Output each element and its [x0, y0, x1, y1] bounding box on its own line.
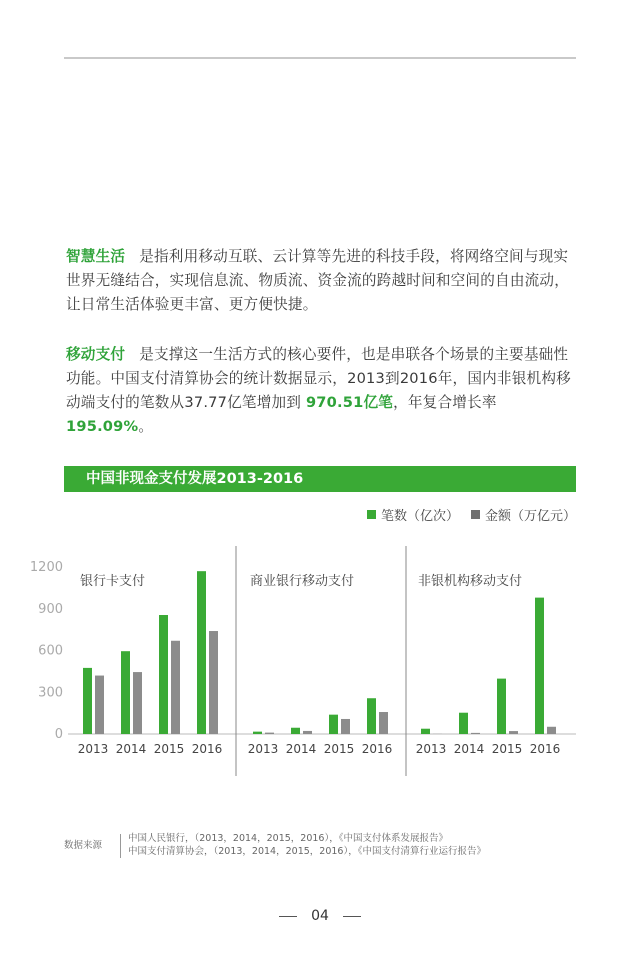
bar-amount	[265, 733, 274, 734]
bar-count	[459, 713, 468, 734]
bar-amount	[379, 712, 388, 734]
page-dash-left	[279, 916, 297, 917]
bar-amount	[509, 731, 518, 734]
x-tick-label: 2015	[323, 742, 355, 756]
chart-banner-title: 中国非现金支付发展2013-2016	[64, 466, 576, 492]
keyword-mobile-payment: 移动支付	[66, 346, 126, 363]
y-tick-label: 1200	[29, 560, 63, 575]
bar-chart	[0, 540, 640, 785]
bar-count	[159, 615, 168, 734]
y-tick-label: 900	[38, 601, 63, 617]
y-tick-label: 600	[38, 643, 63, 659]
paragraph-smart-life	[66, 245, 576, 317]
panel-title: 商业银行移动支付	[250, 574, 355, 589]
panel-title: 非银机构移动支付	[418, 574, 523, 589]
bar-count	[497, 679, 506, 734]
x-tick-label: 2016	[529, 742, 561, 756]
keyword-smart-life: 智慧生活	[66, 248, 126, 265]
highlight-growth: 195.09%	[66, 418, 139, 435]
x-tick-label: 2014	[285, 742, 317, 756]
paragraph-text: 。	[138, 418, 154, 435]
x-tick-label: 2014	[115, 742, 147, 756]
legend-item-amount	[471, 505, 576, 524]
bar-count	[421, 729, 430, 734]
legend-swatch-green	[367, 510, 376, 519]
x-tick-label: 2013	[77, 742, 109, 756]
paragraph-text: 是支撑这一生活方式的核心要件，也是串联各个场景的主要基础性功能。中国支付清算协会的统计数据显示，2013到2016年，国内非银机构移动端支付的笔数从37.77亿笔增加到	[66, 346, 571, 411]
paragraph-mobile-payment	[66, 343, 576, 439]
x-tick-label: 2013	[247, 742, 279, 756]
bar-amount	[547, 727, 556, 734]
page-number	[0, 908, 640, 924]
y-tick-label: 300	[38, 685, 63, 701]
y-tick-label: 0	[54, 727, 63, 742]
paragraph-text: 是指利用移动互联、云计算等先进的科技手段，将网络空间与现实世界无缝结合，实现信息流、物质流、资金流的跨越时间和空间的自由流动，让日常生活体验更丰富、更方便快捷。	[66, 248, 569, 313]
legend-label-amount: 金额（万亿元）	[484, 509, 576, 524]
bar-count	[197, 571, 206, 734]
x-tick-label: 2014	[453, 742, 485, 756]
bar-amount	[133, 672, 142, 734]
chart-legend	[355, 505, 576, 524]
top-rule	[64, 57, 576, 59]
bar-amount	[341, 719, 350, 734]
bar-count	[367, 698, 376, 734]
source-line-2: 中国支付清算协会，（2013，2014，2015，2016），《中国支付清算行业运行报告》	[128, 846, 486, 857]
bar-amount	[471, 733, 480, 734]
panel-title: 银行卡支付	[80, 574, 146, 589]
source-line-1: 中国人民银行，（2013，2014，2015，2016），《中国支付体系发展报告》	[128, 833, 448, 844]
highlight-count: 970.51亿笔	[305, 394, 394, 411]
source-label: 数据来源	[64, 840, 103, 851]
x-tick-label: 2015	[491, 742, 523, 756]
x-tick-label: 2015	[153, 742, 185, 756]
source-lines	[128, 832, 486, 858]
page-dash-right	[343, 916, 361, 917]
page-number-text: 04	[311, 908, 329, 924]
x-tick-label: 2016	[191, 742, 223, 756]
bar-amount	[303, 731, 312, 734]
paragraph-text: ，年复合增长率	[393, 394, 497, 411]
legend-item-count	[367, 505, 459, 524]
bar-amount	[209, 631, 218, 734]
bar-count	[253, 732, 262, 734]
bar-amount	[95, 676, 104, 734]
bar-count	[291, 728, 300, 734]
x-tick-label: 2016	[361, 742, 393, 756]
legend-swatch-gray	[471, 510, 480, 519]
bar-count	[121, 651, 130, 734]
bar-count	[83, 668, 92, 734]
bar-amount	[171, 641, 180, 734]
bar-count	[535, 598, 544, 734]
legend-label-count: 笔数（亿次）	[380, 509, 459, 524]
x-tick-label: 2013	[415, 742, 447, 756]
bar-count	[329, 715, 338, 734]
source-divider	[120, 834, 121, 858]
